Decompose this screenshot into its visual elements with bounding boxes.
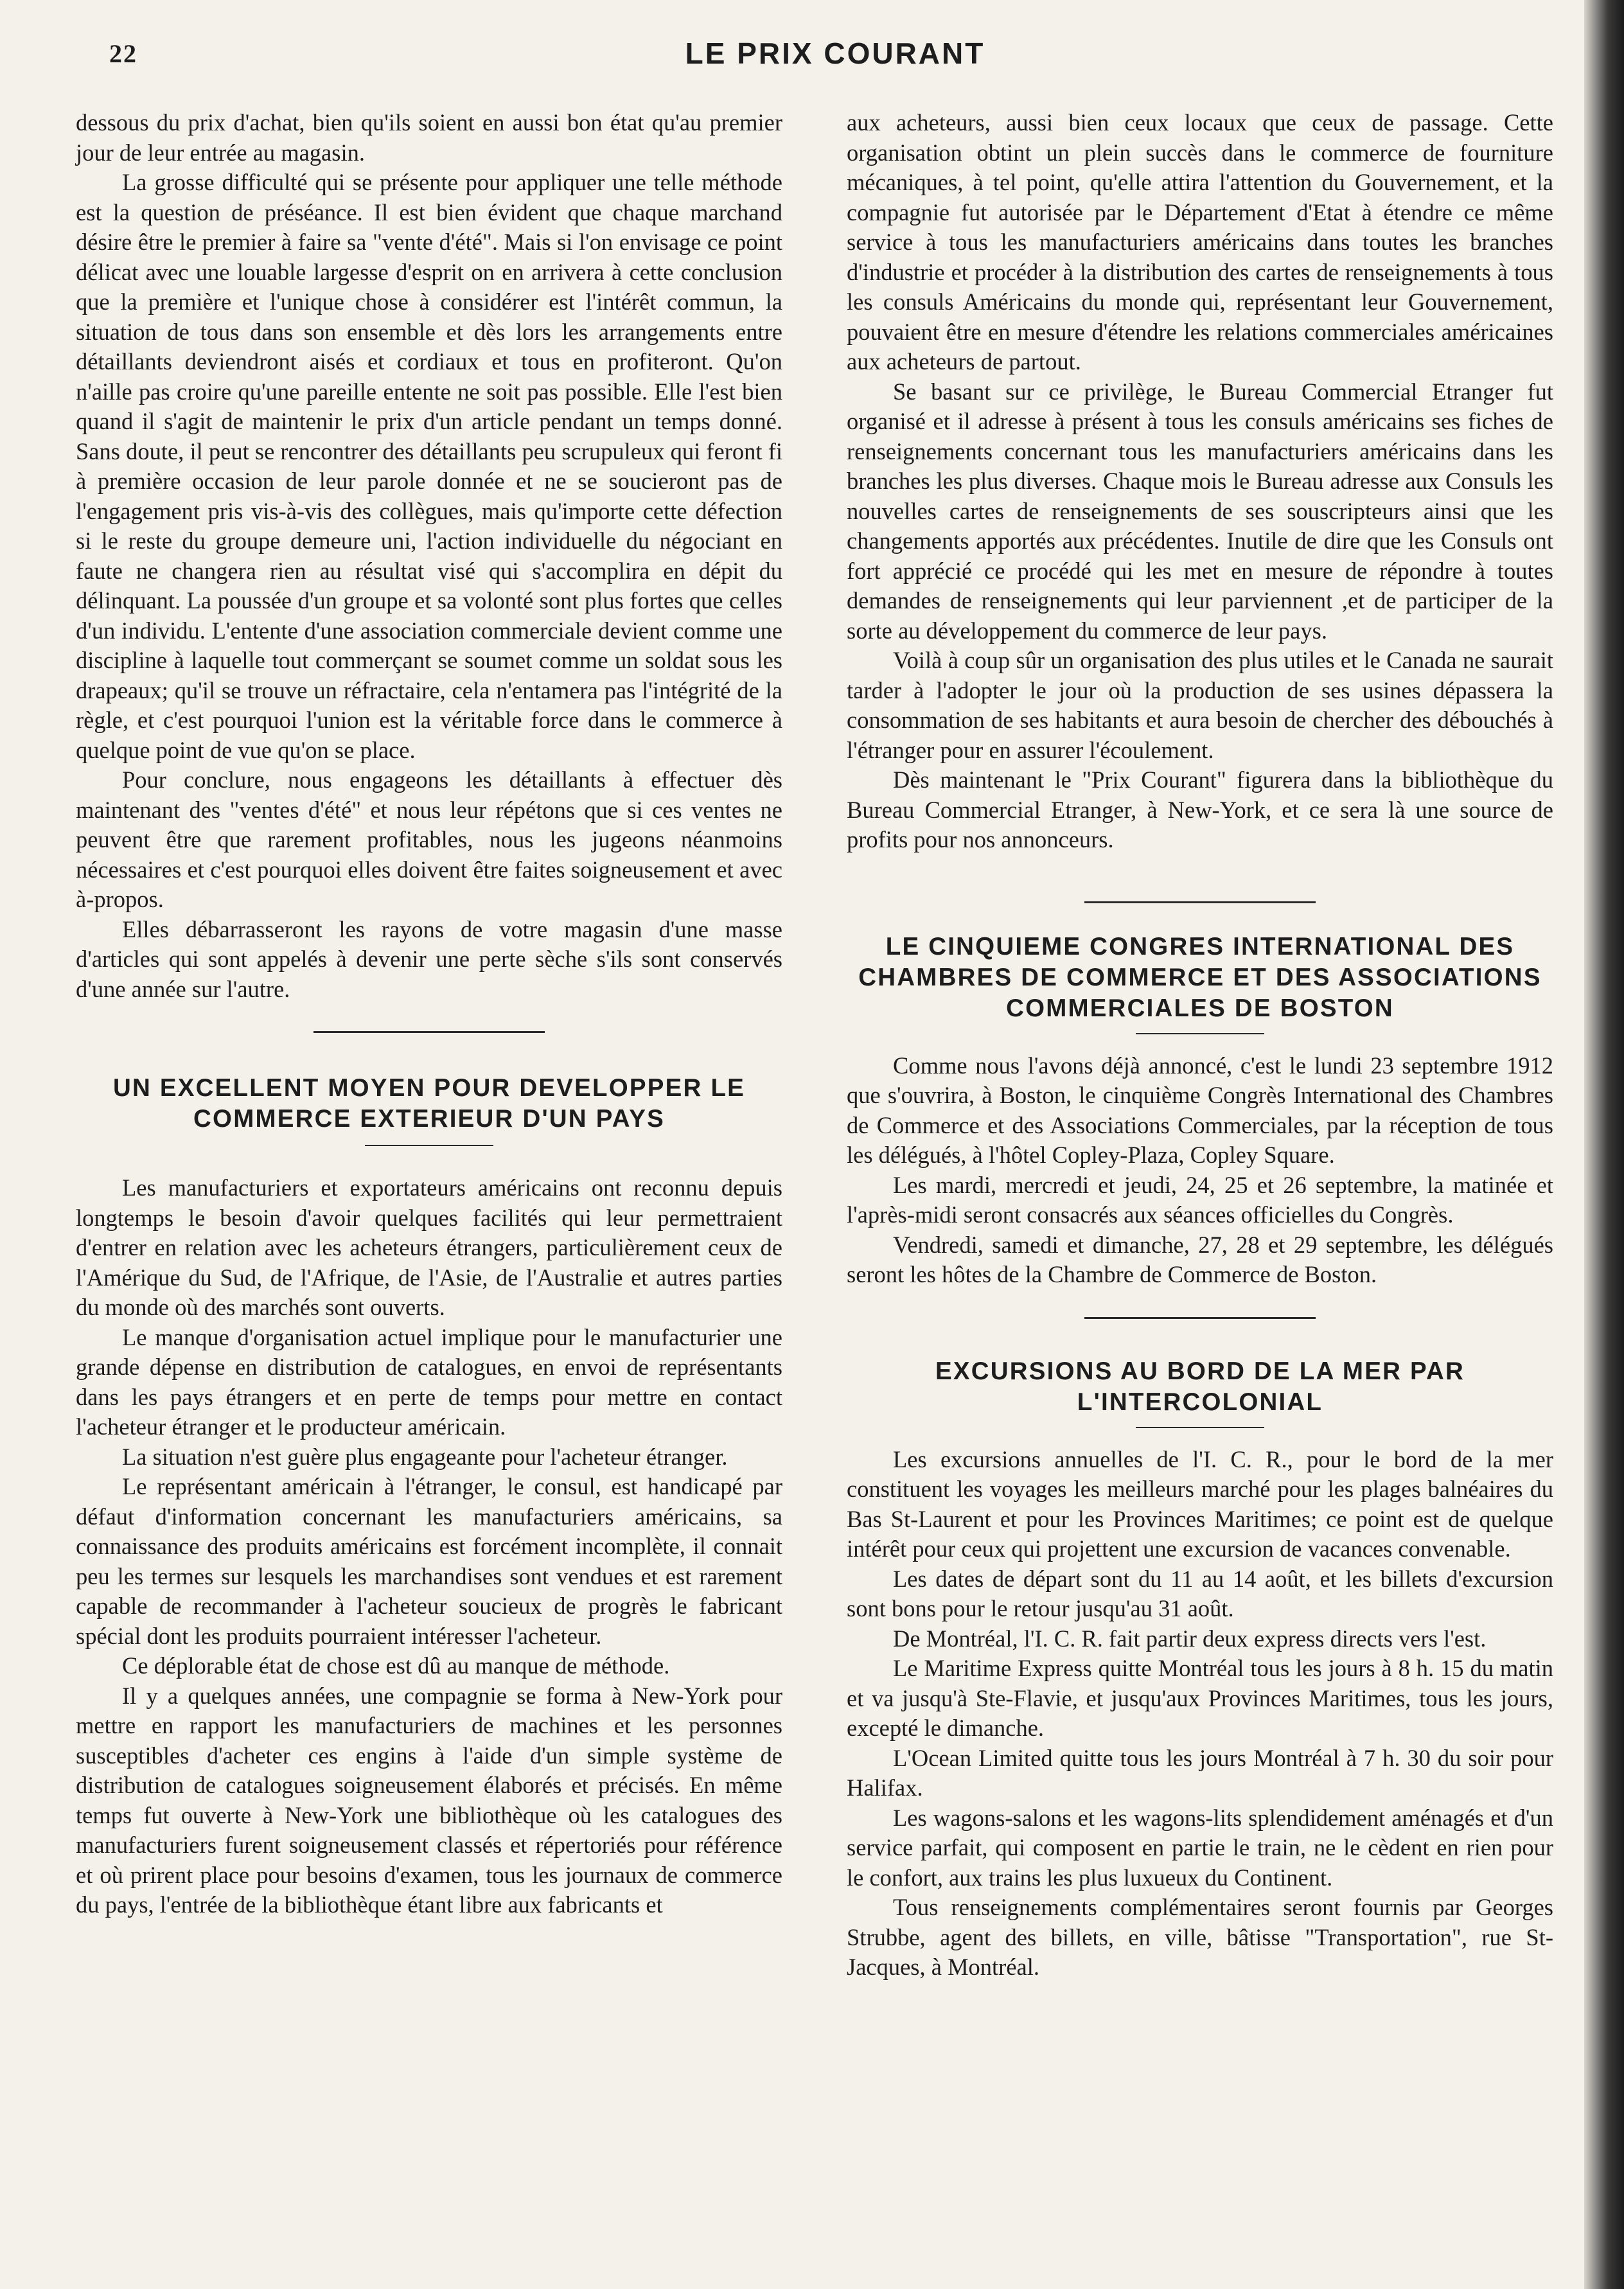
- page-number: 22: [109, 39, 137, 68]
- paragraph: Tous renseignements complémentaires seront fournis par Georges Strubbe, agent des billets, en ville, bâtisse "Transportation", rue St-Jacques, à Montréal.: [847, 1894, 1553, 1980]
- paragraph: Vendredi, samedi et dimanche, 27, 28 et 29 septembre, les délégués seront les hôtes de la Chambre de Commerce de Boston.: [847, 1231, 1553, 1287]
- paragraph: Les manufacturiers et exportateurs américains ont reconnu depuis longtemps le besoin d'avoir quelques facilités qui leur permettraient d'entrer en relation avec les acheteurs étrangers, particulièrement ceux de l'Amérique du Sud, de l'Afrique, de l'Asie, de l'Australie et autres parties du monde où des marchés sont ouverts.: [76, 1174, 782, 1320]
- paragraph: Les wagons-salons et les wagons-lits splendidement aménagés et d'un service parfait, qui composent en partie le train, ne le cèdent en rien pour le confort, aux trains les plus luxueux du Continent.: [847, 1804, 1553, 1891]
- article-title-commerce-exterieur: UN EXCELLENT MOYEN POUR DEVELOPPER LE COMMERCE EXTERIEUR D'UN PAYS: [112, 1074, 746, 1133]
- paragraph: Dès maintenant le "Prix Courant" figurera dans la bibliothèque du Bureau Commercial Etranger, à New-York, et ce sera là une source de profits pour nos annonceurs.: [847, 766, 1553, 853]
- paragraph: dessous du prix d'achat, bien qu'ils soient en aussi bon état qu'au premier jour de leur entrée au magasin.: [76, 109, 782, 166]
- running-title: LE PRIX COURANT: [685, 37, 985, 70]
- paragraph: Elles débarrasseront les rayons de votre magasin d'une masse d'articles qui sont appelés à devenir une perte sèche s'ils sont conservés d'une année sur l'autre.: [76, 915, 782, 1002]
- section-divider: [1084, 1317, 1316, 1319]
- paragraph: La grosse difficulté qui se présente pour appliquer une telle méthode est la question de préséance. Il est bien évident que chaque marchand désire être le premier à faire sa "vente d'été". Mais si l'on envisage ce point délicat avec une louable largesse d'esprit on en arrivera à cette conclusion que la première et l'unique chose à considérer est l'intérêt commun, la situation de tous dans son ensemble et dès lors les arrangements entre détaillants deviendront aisés et cordiaux et tous en profiteront. Qu'on n'aille pas croire qu'une pareille entente ne soit pas possible. Elle l'est bien quand il s'agit de maintenir le prix d'un article pendant un temps donné. Sans doute, il peut se rencontrer des détaillants peu scrupuleux qui feront fi à première occasion de leur parole donnée et ne se soucieront pas de l'engagement pris vis-à-vis des collègues, mais qu'importe cette défection si le reste du groupe demeure uni, l'action individuelle du négociant en faute ne changera rien au résultat visé qui s'accomplira en dépit du délinquant. La poussée d'un groupe et sa volonté sont plus fortes que celles d'un individu. L'entente d'une association commerciale devient comme une discipline à laquelle tout commerçant se soumet comme un soldat sous les drapeaux; qu'il se trouve un réfractaire, cela n'entamera pas l'intégrité de la règle, et c'est pourquoi l'union est la véritable force dans le commerce à quelque point de vue qu'on se place.: [76, 169, 782, 763]
- paragraph: De Montréal, l'I. C. R. fait partir deux express directs vers l'est.: [893, 1625, 1487, 1652]
- article-title-congres: LE CINQUIEME CONGRES INTERNATIONAL DES CHAMBRES DE COMMERCE ET DES ASSOCIATIONS COMMERCIALES DE BOSTON: [858, 932, 1542, 1022]
- paragraph: Le Maritime Express quitte Montréal tous les jours à 8 h. 15 du matin et va jusqu'à Ste-Flavie, et jusqu'aux Provinces Maritimes, tous les jours, excepté le dimanche.: [847, 1655, 1553, 1741]
- title-underline: [1136, 1427, 1264, 1428]
- paragraph: Les excursions annuelles de l'I. C. R., pour le bord de la mer constituent les voyages les meilleurs marché pour les plages balnéaires du Bas St-Laurent et pour les Provinces Maritimes; ce point est de quelque intérêt pour ceux qui projettent une excursion de vacances convenable.: [847, 1445, 1553, 1562]
- paragraph: aux acheteurs, aussi bien ceux locaux que ceux de passage. Cette organisation obtint un plein succès dans le commerce de fourniture mécaniques, à tel point, qu'elle attira l'attention du Gouvernement, et la compagnie fut autorisée par le Département d'Etat à étendre ce même service à tous les manufacturiers américains dans toutes les branches d'industrie et procéder à la distribution des cartes de renseignements à tous les consuls Américains du monde qui, représentant leur Gouvernement, pouvaient être en mesure d'étendre les relations commerciales américaines aux acheteurs de partout.: [847, 109, 1553, 375]
- paragraph: Le manque d'organisation actuel implique pour le manufacturier une grande dépense en distribution de catalogues, en envoi de représentants dans les pays étrangers et en perte de temps pour mettre en contact l'acheteur étranger et le producteur américain.: [76, 1323, 782, 1440]
- paragraph: L'Ocean Limited quitte tous les jours Montréal à 7 h. 30 du soir pour Halifax.: [847, 1744, 1553, 1801]
- paragraph: Il y a quelques années, une compagnie se forma à New-York pour mettre en rapport les manufacturiers de machines et les personnes susceptibles d'acheter ces engins à l'aide d'un simple système de distribution de catalogues soigneusement élaborés et précisés. En même temps fut ouverte à New-York une bibliothèque où les catalogues des manufacturiers furent soigneusement classés et répertoriés pour référence et où prirent place pour besoins d'examen, tous les journaux de commerce du pays, l'entrée de la bibliothèque étant libre aux fabricants et: [76, 1682, 782, 1918]
- paragraph: Pour conclure, nous engageons les détaillants à effectuer dès maintenant des "ventes d'été" et nous leur répétons que si ces ventes ne peuvent être que rarement profitables, nous les jugeons néanmoins nécessaires et c'est pourquoi elles doivent être faites soigneusement et avec à-propos.: [76, 766, 782, 912]
- title-underline: [365, 1145, 493, 1146]
- left-column: [76, 108, 782, 1920]
- title-underline: [1136, 1033, 1264, 1034]
- paragraph: Comme nous l'avons déjà annoncé, c'est le lundi 23 septembre 1912 que s'ouvrira, à Boston, le cinquième Congrès International des Chambres de Commerce et des Associations Commerciales, par la réception de tous les délégués, à l'hôtel Copley-Plaza, Copley Square.: [847, 1052, 1553, 1168]
- paragraph: Les mardi, mercredi et jeudi, 24, 25 et 26 septembre, la matinée et l'après-midi seront consacrés aux séances officielles du Congrès.: [847, 1171, 1553, 1228]
- paragraph: Se basant sur ce privilège, le Bureau Commercial Etranger fut organisé et il adresse à présent à tous les consuls américains ses fiches de renseignements concernant tous les manufacturiers américains dans les branches les plus diverses. Chaque mois le Bureau adresse aux Consuls les nouvelles cartes de renseignements de ses souscripteurs ainsi que les changements apportés aux précédentes. Inutile de dire que les Consuls ont fort apprécié ce procédé qui les met en mesure de répondre à toutes demandes de renseignements qui leur parviennent ,et de participer de la sorte au développement du commerce de leur pays.: [847, 378, 1553, 644]
- article-title-excursions: EXCURSIONS AU BORD DE LA MER PAR L'INTERCOLONIAL: [935, 1357, 1465, 1416]
- section-divider: [1084, 901, 1316, 903]
- scan-edge-shadow: [1584, 0, 1624, 2289]
- paragraph: Les dates de départ sont du 11 au 14 août, et les billets d'excursion sont bons pour le retour jusqu'au 31 août.: [847, 1565, 1553, 1622]
- paragraph: La situation n'est guère plus engageante pour l'acheteur étranger.: [122, 1443, 728, 1470]
- paragraph: Le représentant américain à l'étranger, le consul, est handicapé par défaut d'information concernant les manufacturiers américains, sa connaissance des produits américains est forcément incomplète, il connait peu les termes sur lesquels les marchandises sont vendues et est rarement capable de recommander à l'acheteur soucieux de progrès le fabricant spécial dont les produits pourraient intéresser l'acheteur.: [76, 1473, 782, 1649]
- paragraph: Voilà à coup sûr un organisation des plus utiles et le Canada ne saurait tarder à l'adopter le jour où la production de ses usines dépassera la consommation de ses habitants et aura besoin de chercher des débouchés à l'étranger pour en assurer l'écoulement.: [847, 647, 1553, 763]
- paragraph: Ce déplorable état de chose est dû au manque de méthode.: [122, 1652, 670, 1679]
- right-column: [847, 108, 1553, 1983]
- section-divider: [313, 1031, 545, 1033]
